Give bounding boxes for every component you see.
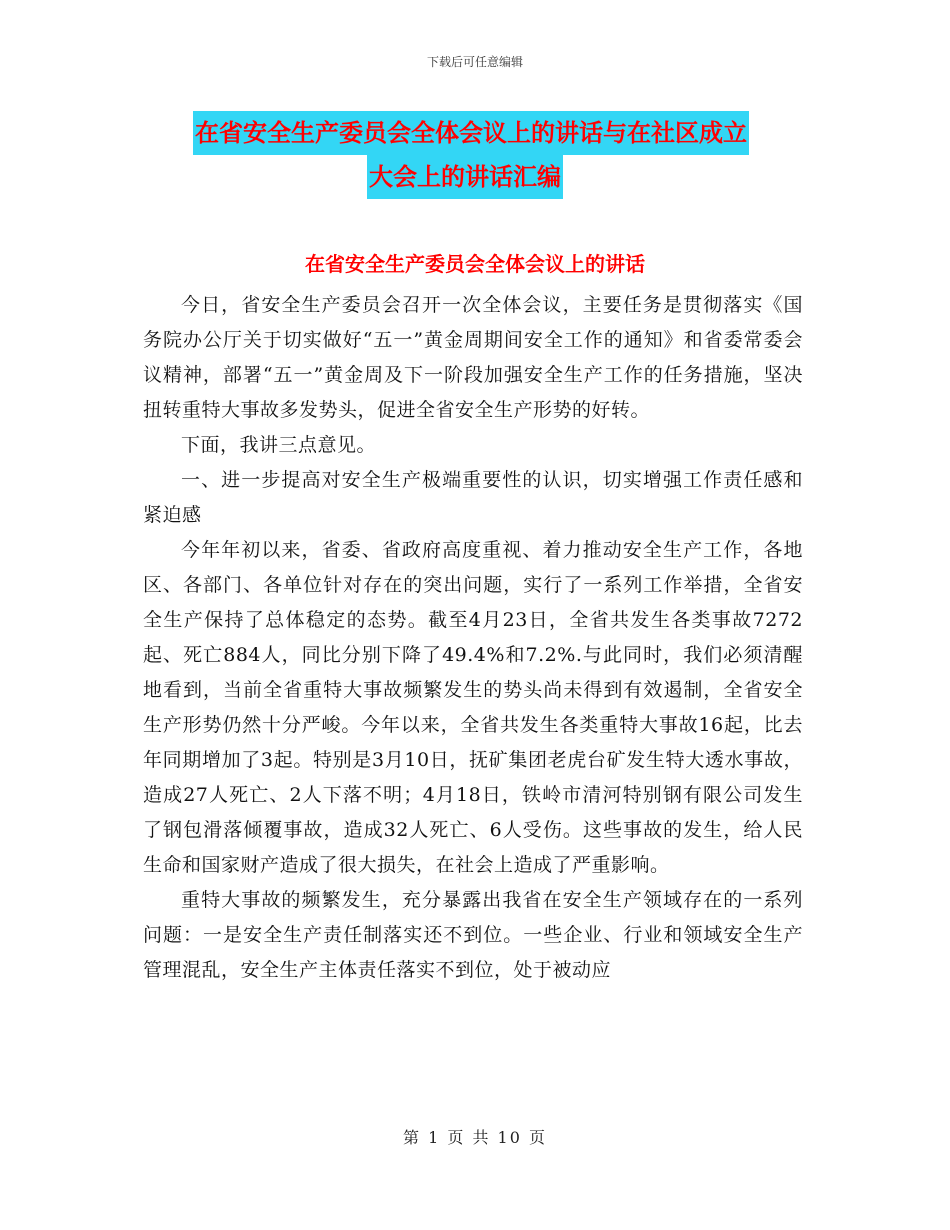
paragraph: 下面，我讲三点意见。 [181,434,377,456]
page-header-note: 下载后可任意编辑 [426,55,523,69]
section-title: 在省安全生产委员会全体会议上的讲话 [305,252,645,276]
document-title-line-1: 在省安全生产委员会全体会议上的讲话与在社区成立 [193,111,749,155]
paragraph: 一、进一步提高对安全生产极端重要性的认识，切实增强工作责任感和紧迫感 [143,469,803,526]
paragraph: 今年年初以来，省委、省政府高度重视、着力推动安全生产工作，各地区、各部门、各单位针对存在的突出问题，实行了一系列工作举措，全省安全生产保持了总体稳定的态势。截至4月23日，全省共发生各类事故7272起、死亡884人，同比分别下降了49.4%和7.2%.与此同时，我们必须清醒地看到，当前全省重特大事故频繁发生的势头尚未得到有效遏制，全省安全生产形势仍然十分严峻。今年以来，全省共发生各类重特大事故16起，比去年同期增加了3起。特别是3月10日，抚矿集团老虎台矿发生特大透水事故，造成27人死亡、2人下落不明；4月18日，铁岭市清河特别钢有限公司发生了钢包滑落倾覆事故，造成32人死亡、6人受伤。这些事故的发生，给人民生命和国家财产造成了很大损失，在社会上造成了严重影响。 [143,539,803,876]
page-number: 第 1 页 共 10 页 [403,1128,547,1147]
paragraph: 今日，省安全生产委员会召开一次全体会议，主要任务是贯彻落实《国务院办公厅关于切实做好“五一”黄金周期间安全工作的通知》和省委常委会议精神，部署“五一”黄金周及下一阶段加强安全生产工作的任务措施，坚决扭转重特大事故多发势头，促进全省安全生产形势的好转。 [143,294,803,421]
paragraph: 重特大事故的频繁发生，充分暴露出我省在安全生产领域存在的一系列问题：一是安全生产责任制落实还不到位。一些企业、行业和领域安全生产管理混乱，安全生产主体责任落实不到位，处于被动应 [143,889,803,981]
document-title-line-2: 大会上的讲话汇编 [367,155,563,199]
body-text [143,288,803,988]
